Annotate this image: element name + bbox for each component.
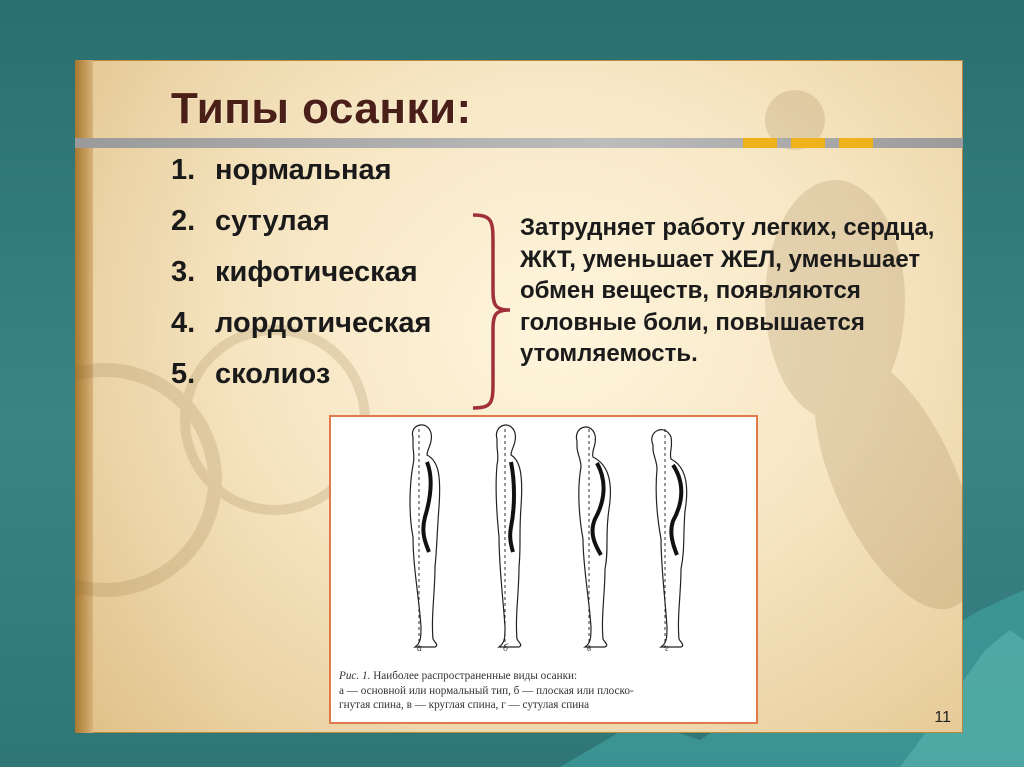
page-number: 11: [934, 709, 951, 726]
effects-description: Затрудняет работу легких, сердца, ЖКТ, уменьшает ЖЕЛ, уменьшает обмен веществ, появляются головные боли, повышается утомляемость.: [520, 214, 935, 367]
caption-line: Наиболее распространенные виды осанки:: [373, 670, 578, 682]
list-label: сутулая: [215, 205, 330, 237]
posture-silhouettes-illustration: [331, 417, 756, 667]
list-number: 2.: [171, 205, 196, 237]
curly-brace-icon: [465, 210, 515, 410]
title-divider: [75, 138, 963, 148]
list-number: 3.: [171, 256, 196, 288]
list-number: 4.: [171, 307, 196, 339]
list-label: кифотическая: [215, 256, 418, 288]
figure-caption: [339, 669, 749, 713]
slide-title: Типы осанки:: [171, 84, 472, 133]
list-label: лордотическая: [215, 307, 432, 339]
list-item: [171, 152, 431, 203]
list-item: [171, 305, 431, 356]
list-item: [171, 254, 431, 305]
list-label: сколиоз: [215, 358, 331, 390]
caption-label: Рис. 1.: [339, 670, 371, 682]
list-item: [171, 203, 431, 254]
list-number: 1.: [171, 154, 196, 186]
divider-accent: [743, 138, 777, 148]
posture-types-list: [171, 152, 431, 407]
figure-letter: г: [665, 643, 669, 654]
list-number: 5.: [171, 358, 196, 390]
caption-line: а — основной или нормальный тип, б — плоская или плоско-: [339, 684, 634, 697]
slide: [75, 60, 963, 733]
figure-letter: б: [503, 643, 509, 654]
divider-accent: [839, 138, 873, 148]
caption-line: гнутая спина, в — круглая спина, г — сутулая спина: [339, 699, 590, 711]
posture-figure: [329, 415, 758, 724]
figure-letter: а: [417, 643, 422, 654]
divider-accent: [791, 138, 825, 148]
figure-letter: в: [587, 643, 592, 654]
list-item: [171, 356, 431, 407]
list-label: нормальная: [215, 154, 392, 186]
